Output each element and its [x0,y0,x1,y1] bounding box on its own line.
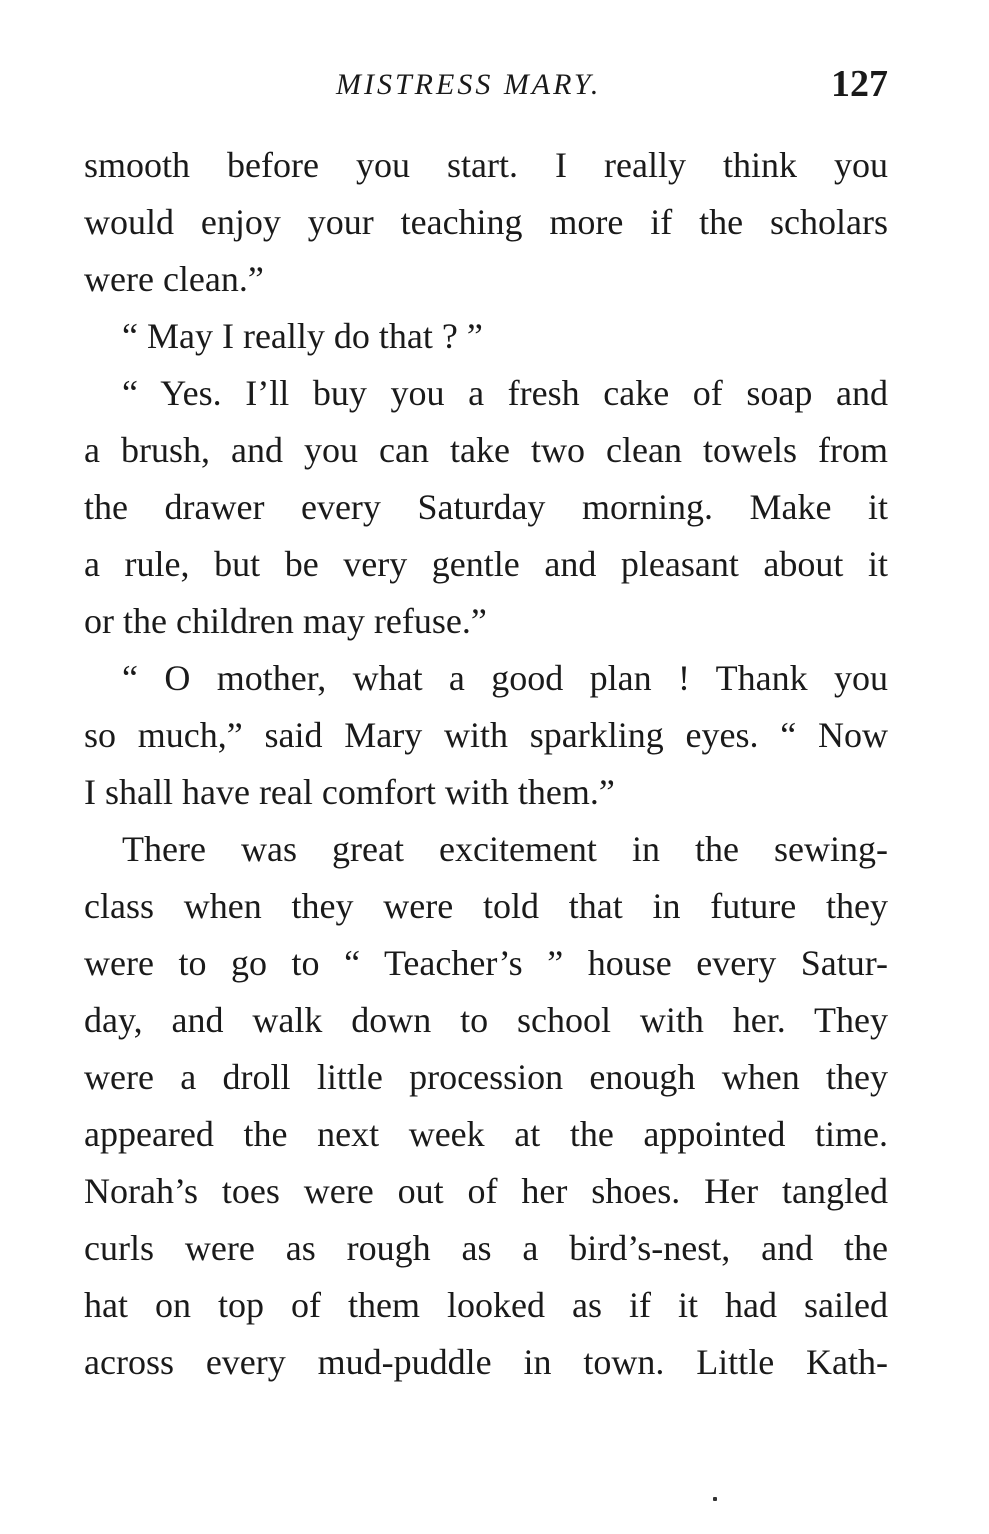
text-line: I shall have real comfort with them.” [84,772,615,812]
text-line: were to go to “ Teacher’s ” house every Satur- [84,943,888,983]
text-line: “ O mother, what a good plan ! Thank you [122,658,888,698]
text-line: class when they were told that in future they [84,886,888,926]
page-number: 127 [831,63,888,105]
body-text [84,137,888,1391]
text-line: appeared the next week at the appointed time. [84,1114,888,1154]
running-head [84,62,888,112]
text-line: day, and walk down to school with her. They [84,1000,888,1040]
text-line: “ May I really do that ? ” [122,316,483,356]
text-line: were clean.” [84,259,264,299]
text-line: a rule, but be very gentle and pleasant about it [84,544,888,584]
text-line: hat on top of them looked as if it had sailed [84,1285,888,1325]
text-line: a brush, and you can take two clean towels from [84,430,888,470]
text-line: across every mud-puddle in town. Little Kath- [84,1342,888,1382]
text-line: so much,” said Mary with sparkling eyes. “ Now [84,715,888,755]
text-line: smooth before you start. I really think you [84,145,888,185]
running-title: MISTRESS MARY. [336,68,602,101]
text-line: or the children may refuse.” [84,601,487,641]
text-line: curls were as rough as a bird’s-nest, and the [84,1228,888,1268]
text-line: would enjoy your teaching more if the scholars [84,202,888,242]
print-speck [713,1497,717,1501]
text-line: There was great excitement in the sewing- [122,829,888,869]
text-line: “ Yes. I’ll buy you a fresh cake of soap and [122,373,888,413]
text-line: Norah’s toes were out of her shoes. Her tangled [84,1171,888,1211]
text-line: were a droll little procession enough when they [84,1057,888,1097]
text-line: the drawer every Saturday morning. Make it [84,487,888,527]
